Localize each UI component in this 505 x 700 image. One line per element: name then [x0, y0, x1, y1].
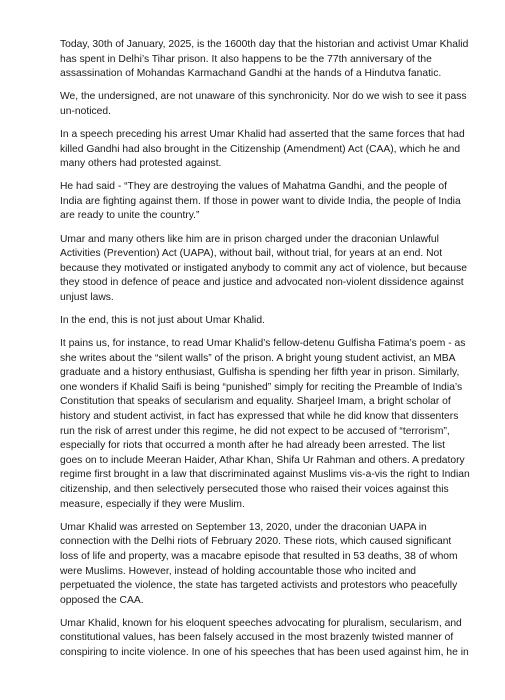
paragraph-arrest-details: Umar Khalid was arrested on September 13, 2020, under the draconian UAPA in connection with the Delhi riots of February 2020. These riots, which caused significant loss of life and property, was a macabre episode that resulted in 53 deaths, 38 of whom were Muslims. However, instead of holding accountable those who incited and perpetuated the violence, the state has targeted activists and protestors who peacefully opposed the CAA.: [60, 521, 458, 606]
paragraph-uapa-detention: Umar and many others like him are in prison charged under the draconian Unlawful Activities (Prevention) Act (UAPA), without bail, without trial, for years at an end. Not because they motivated or instigated anybody to commit any act of violence, but because they stood in defence of peace and justice and advocated non-violent dissidence against unjust laws.: [60, 233, 467, 303]
paragraph-quote: He had said - “They are destroying the values of Mahatma Gandhi, and the people of India are fighting against them. If those in power want to divide India, the people of India are ready to unite the country.”: [60, 181, 461, 222]
paragraph-fellow-detenus: It pains us, for instance, to read Umar Khalid’s fellow-detenu Gulfisha Fatima’s poem - as she writes about the “silent walls” of the prison. A bright young student activist, an MBA graduate and a history enthusiast, Gulfisha is spending her fifth year in prison. Similarly, one wonders if Khalid Saifi is being “punished” simply for reciting the Preamble of India’s Constitution that speaks of secularism and equality. Sharjeel Imam, a bright scholar of history and student activist, in fact has expressed that while he did know that dissenters run the risk of arrest under this regime, he did not expect to be accused of “terrorism”, especially for riots that occurred a month after he had already been arrested. The list goes on to include Meeran Haider, Athar Khan, Shifa Ur Rahman and others. A predatory regime first brought in a law that discriminated against Muslims vis-a-vis the right to Indian citizenship, and then selectively persecuted those who raised their voices against this measure, especially if they were Muslim.: [60, 338, 470, 510]
paragraph-false-accusation: Umar Khalid, known for his eloquent speeches advocating for pluralism, secularism, and constitutional values, has been falsely accused in the most brazenly twisted manner of conspiring to incite violence. In one of his speeches that has been used against him, he in: [60, 617, 469, 658]
paragraph-not-just-umar: In the end, this is not just about Umar Khalid.: [60, 315, 265, 326]
paragraph-synchronicity: We, the undersigned, are not unaware of this synchronicity. Nor do we wish to see it pass un-noticed.: [60, 91, 467, 117]
paragraph-anniversary: Today, 30th of January, 2025, is the 1600th day that the historian and activist Umar Khalid has spent in Delhi’s Tihar prison. It also happens to be the 77th anniversary of the assassination of Mohandas Karmachand Gandhi at the hands of a Hindutva fanatic.: [60, 39, 469, 80]
paragraph-speech-before-arrest: In a speech preceding his arrest Umar Khalid had asserted that the same forces that had killed Gandhi had also brought in the Citizenship (Amendment) Act (CAA), which he and many others had protested against.: [60, 128, 465, 170]
